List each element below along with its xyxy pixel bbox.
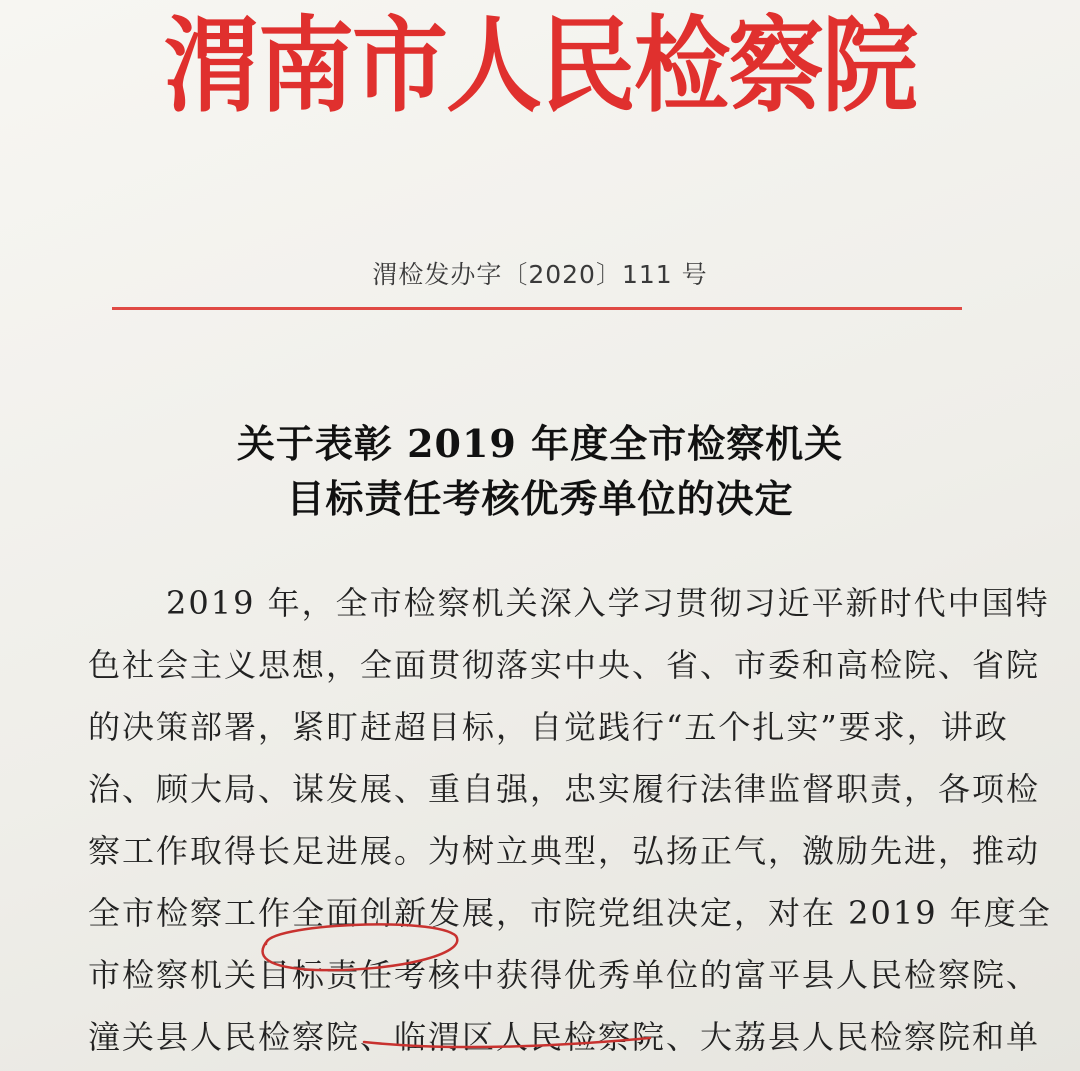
document-title-line-2: 目标责任考核优秀单位的决定 <box>286 476 794 521</box>
body-paragraph-line-5: 察工作取得长足进展。为树立典型，弘扬正气，激励先进，推动 <box>88 832 1041 870</box>
body-paragraph-line-7: 市检察机关目标责任考核中获得优秀单位的富平县人民检察院、 <box>88 956 1041 994</box>
document-title-line-1: 关于表彰 2019 年度全市检察机关 <box>236 421 844 466</box>
masthead-title: 渭南市人民检察院 <box>164 4 916 127</box>
body-paragraph-line-1: 2019 年，全市检察机关深入学习贯彻习近平新时代中国特 <box>166 584 1050 622</box>
body-paragraph-line-4: 治、顾大局、谋发展、重自强，忠实履行法律监督职责，各项检 <box>88 770 1041 808</box>
red-divider-line <box>112 307 962 310</box>
body-paragraph-line-2: 色社会主义思想，全面贯彻落实中央、省、市委和高检院、省院 <box>88 646 1041 684</box>
body-paragraph-line-3: 的决策部署，紧盯赶超目标，自觉践行“五个扎实”要求，讲政 <box>88 708 1009 746</box>
document-number: 渭检发办字〔2020〕111 号 <box>372 260 708 289</box>
body-paragraph-line-8: 潼关县人民检察院、临渭区人民检察院、大荔县人民检察院和单 <box>88 1018 1041 1056</box>
body-paragraph-line-6: 全市检察工作全面创新发展，市院党组决定，对在 2019 年度全 <box>88 894 1052 932</box>
